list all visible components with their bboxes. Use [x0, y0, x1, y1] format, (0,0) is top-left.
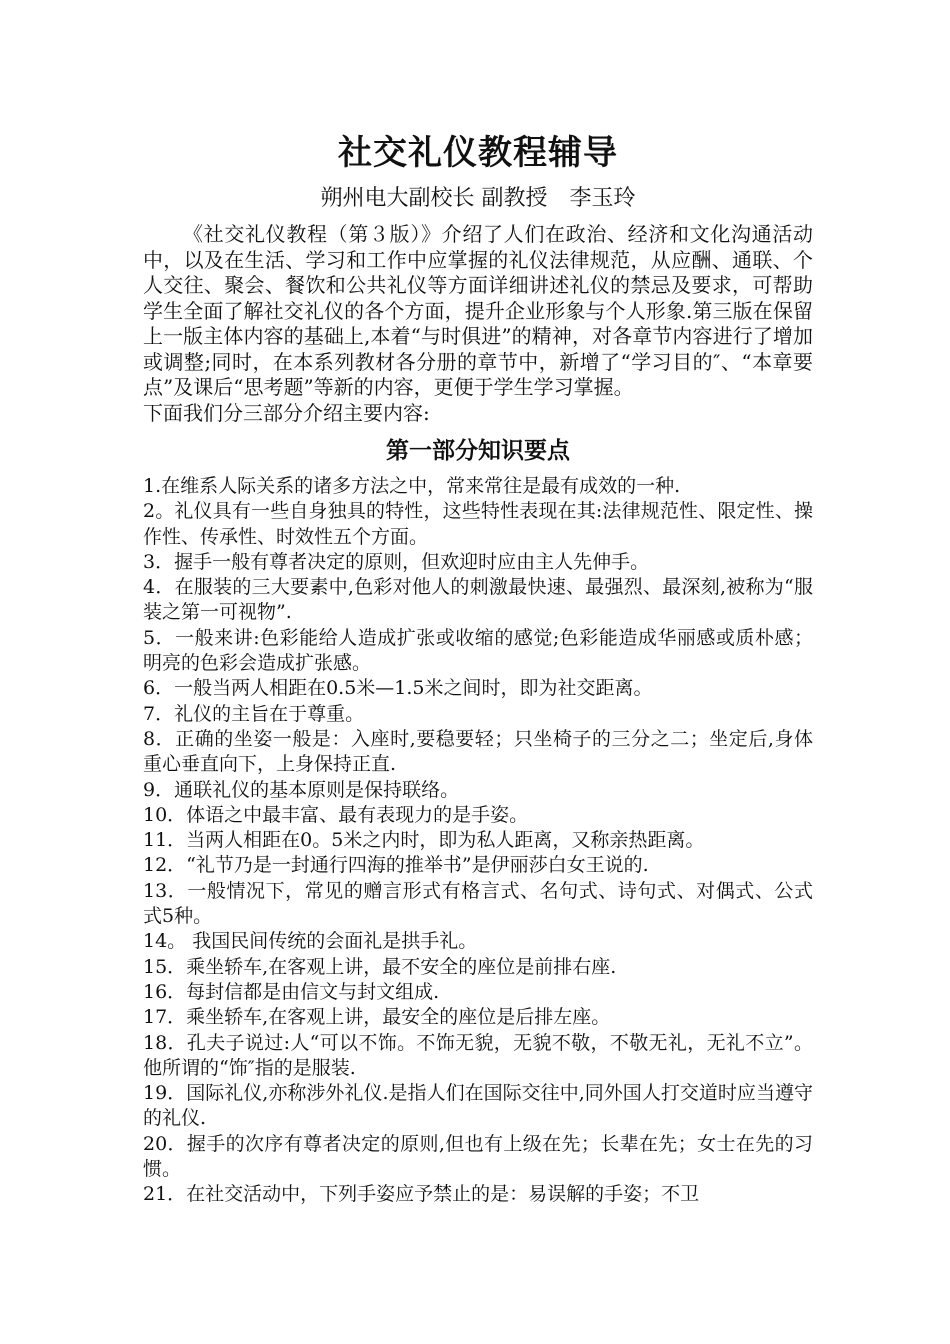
list-item: 17．乘坐轿车,在客观上讲，最安全的座位是后排左座。 — [143, 1006, 611, 1029]
list-item: 1.在维系人际关系的诸多方法之中，常来常往是最有成效的一种. — [143, 475, 681, 497]
section-heading: 第一部分知识要点 — [386, 437, 570, 464]
list-item: 16．每封信都是由信文与封文组成. — [143, 980, 440, 1003]
list-item: 9．通联礼仪的基本原则是保持联络。 — [143, 778, 460, 801]
list-item: 8．正确的坐姿一般是：入座时,要稳要轻；只坐椅子的三分之二；坐定后,身体重心垂直向下，上身保持正直. — [143, 727, 813, 776]
list-item: 4．在服装的三大要素中,色彩对他人的刺激最快速、最强烈、最深刻,被称为“服装之第一可视物”. — [143, 576, 813, 624]
list-item: 3．握手一般有尊者决定的原则，但欢迎时应由主人先伸手。 — [143, 550, 650, 573]
list-item: 20．握手的次序有尊者决定的原则,但也有上级在先；长辈在先；女士在先的习惯。 — [143, 1132, 813, 1181]
intro-summary-line: 下面我们分三部分介绍主要内容: — [143, 400, 430, 425]
list-item: 14。 我国民间传统的会面礼是拱手礼。 — [143, 930, 478, 953]
list-item: 2。礼仪具有一些自身独具的特性，这些特性表现在其:法律规范性、限定性、操作性、传承性、时效性五个方面。 — [143, 500, 813, 548]
list-item: 11．当两人相距在0。5米之内时，即为私人距离，又称亲热距离。 — [143, 829, 705, 852]
intro-paragraph: 《社交礼仪教程（第３版）》介绍了人们在政治、经济和文化沟通活动中，以及在生活、学习和工作中应掌握的礼仪法律规范，从应酬、通联、个人交往、聚会、餐饮和公共礼仪等方面详细讲述礼仪的禁忌及要求，可帮助学生全面了解社交礼仪的各个方面，提升企业形象与个人形象.第三版在保留上一版主体内容的基础上,本着“与时俱进”的精神，对各章节内容进行了增加或调整;同时，在本系列教材各分册的章节中，新增了“学习目的″、“本章要点”及课后“思考题”等新的内容，更便于学生学习掌握。 — [143, 222, 813, 399]
document-author: 朔州电大副校长 副教授 李玉玲 — [320, 186, 636, 211]
list-item: 18．孔夫子说过:人“可以不饰。不饰无貌，无貌不敬，不敬无礼，无礼不立”。他所谓的“饰″指的是服装. — [143, 1031, 813, 1079]
knowledge-points-list — [143, 474, 813, 1208]
document-title: 社交礼仪教程辅导 — [338, 133, 618, 173]
list-item: 5．一般来讲:色彩能给人造成扩张或收缩的感觉;色彩能造成华丽感或质朴感；明亮的色彩会造成扩张感。 — [143, 626, 813, 675]
list-item: 12．“礼节乃是一封通行四海的推举书”是伊丽莎白女王说的. — [143, 854, 649, 877]
list-item: 6．一般当两人相距在0.5米—1.5米之间时，即为社交距离。 — [143, 677, 653, 700]
list-item: 21．在社交活动中，下列手姿应予禁止的是：易误解的手姿；不卫 — [143, 1183, 700, 1206]
document-page — [143, 130, 813, 1208]
list-item: 19．国际礼仪,亦称涉外礼仪.是指人们在国际交往中,同外国人打交道时应当遵守的礼仪. — [143, 1082, 813, 1130]
list-item: 7．礼仪的主旨在于尊重。 — [143, 702, 365, 725]
list-item: 13．一般情况下，常见的赠言形式有格言式、名句式、诗句式、对偶式、公式式5种。 — [143, 879, 813, 928]
list-item: 15．乘坐轿车,在客观上讲，最不安全的座位是前排右座. — [143, 955, 617, 978]
list-item: 10．体语之中最丰富、最有表现力的是手姿。 — [143, 803, 529, 826]
